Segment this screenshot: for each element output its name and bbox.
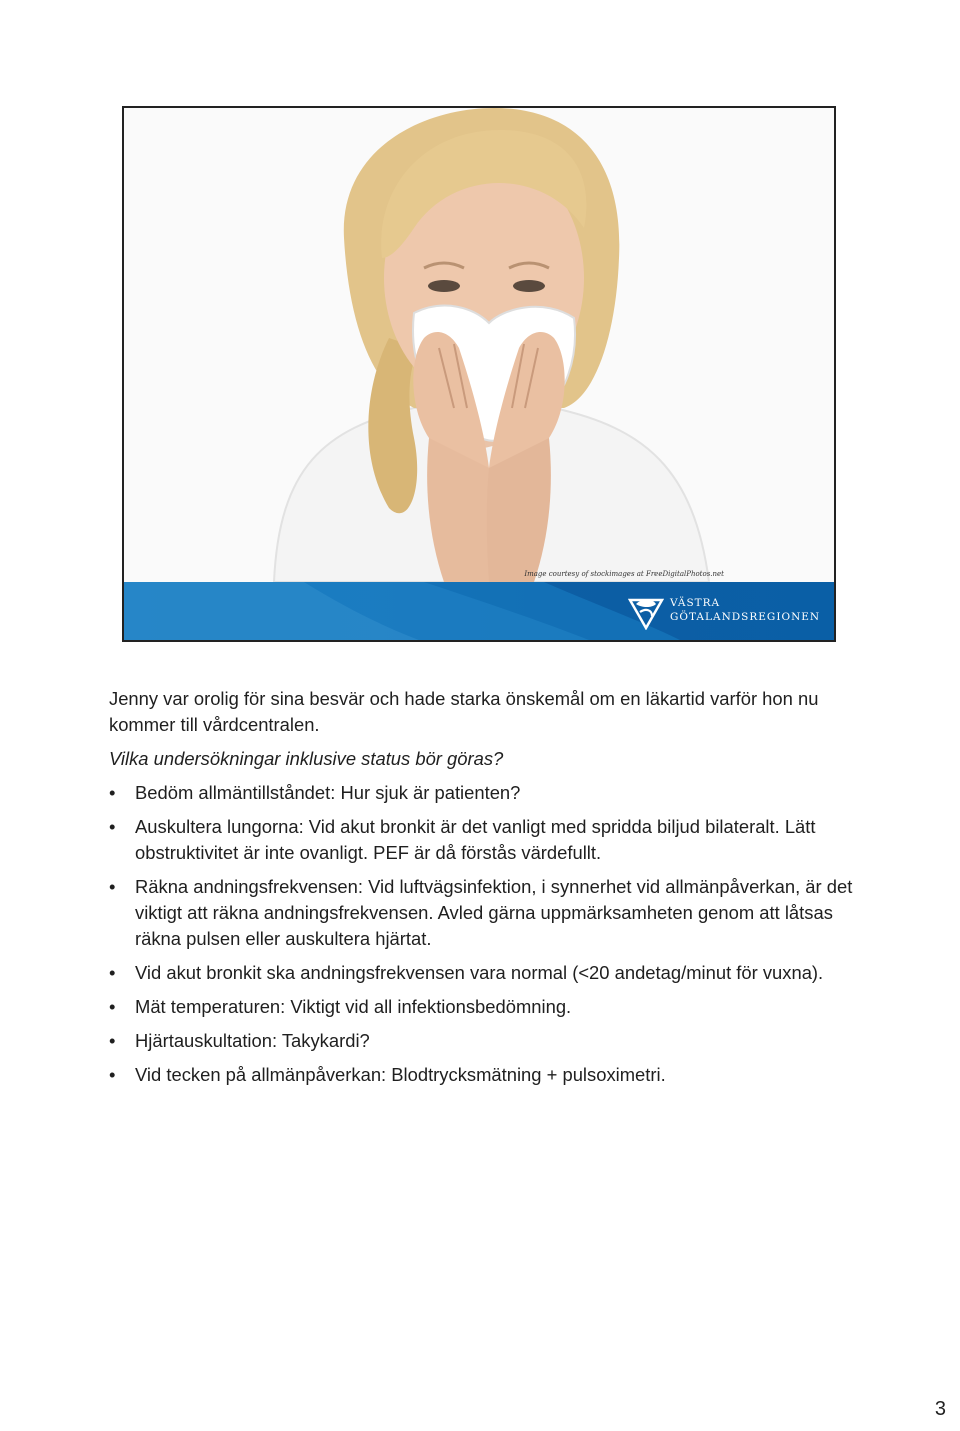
list-item (109, 994, 869, 1020)
list-item-text: Mät temperaturen: Viktigt vid all infektionsbedömning. (135, 996, 572, 1017)
page-number: 3 (934, 1398, 946, 1420)
list-item (109, 1062, 869, 1088)
logo-text-line1: VÄSTRA (670, 597, 721, 609)
list-item (109, 1028, 869, 1054)
woman-sneezing-photo (124, 108, 834, 582)
notes-question: Vilka undersökningar inklusive status bör göras? (109, 748, 504, 769)
list-item-text: Vid akut bronkit ska andningsfrekvensen vara normal (<20 andetag/minut för vuxna). (135, 962, 824, 983)
list-item (109, 960, 869, 986)
list-item-text: Räkna andningsfrekvensen: Vid luftvägsinfektion, i synnerhet vid allmänpåverkan, är det viktigt att räkna andningsfrekvensen. Avled gärna uppmärksamheten genom att låtsas räkna pulsen eller auskultera hjärtat. (135, 876, 853, 949)
notes-bullet-list (109, 780, 869, 1088)
speaker-notes (109, 686, 869, 1096)
image-credit: Image courtesy of stockimages at FreeDigitalPhotos.net (524, 570, 724, 578)
bullet-icon: • (109, 1064, 116, 1085)
list-item (109, 874, 869, 952)
list-item (109, 814, 869, 866)
region-logo-icon (628, 594, 664, 630)
list-item-text: Vid tecken på allmänpåverkan: Blodtrycksmätning + pulsoximetri. (135, 1064, 666, 1085)
region-logo (628, 594, 821, 632)
logo-text-line2: GÖTALANDSREGIONEN (670, 611, 821, 623)
bullet-icon: • (109, 962, 116, 983)
list-item-text: Auskultera lungorna: Vid akut bronkit är det vanligt med spridda biljud bilateralt. Lätt obstruktivitet är inte ovanligt. PEF är då förstås värdefullt. (135, 816, 816, 863)
bullet-icon: • (109, 782, 116, 803)
bullet-icon: • (109, 996, 116, 1017)
slide-thumbnail (122, 106, 836, 642)
bullet-icon: • (109, 1030, 116, 1051)
list-item-text: Bedöm allmäntillståndet: Hur sjuk är patienten? (135, 782, 521, 803)
notes-intro: Jenny var orolig för sina besvär och hade starka önskemål om en läkartid varför hon nu kommer till vårdcentralen. (109, 688, 819, 735)
list-item (109, 780, 869, 806)
bullet-icon: • (109, 816, 116, 837)
list-item-text: Hjärtauskultation: Takykardi? (135, 1030, 370, 1051)
bullet-icon: • (109, 876, 116, 897)
